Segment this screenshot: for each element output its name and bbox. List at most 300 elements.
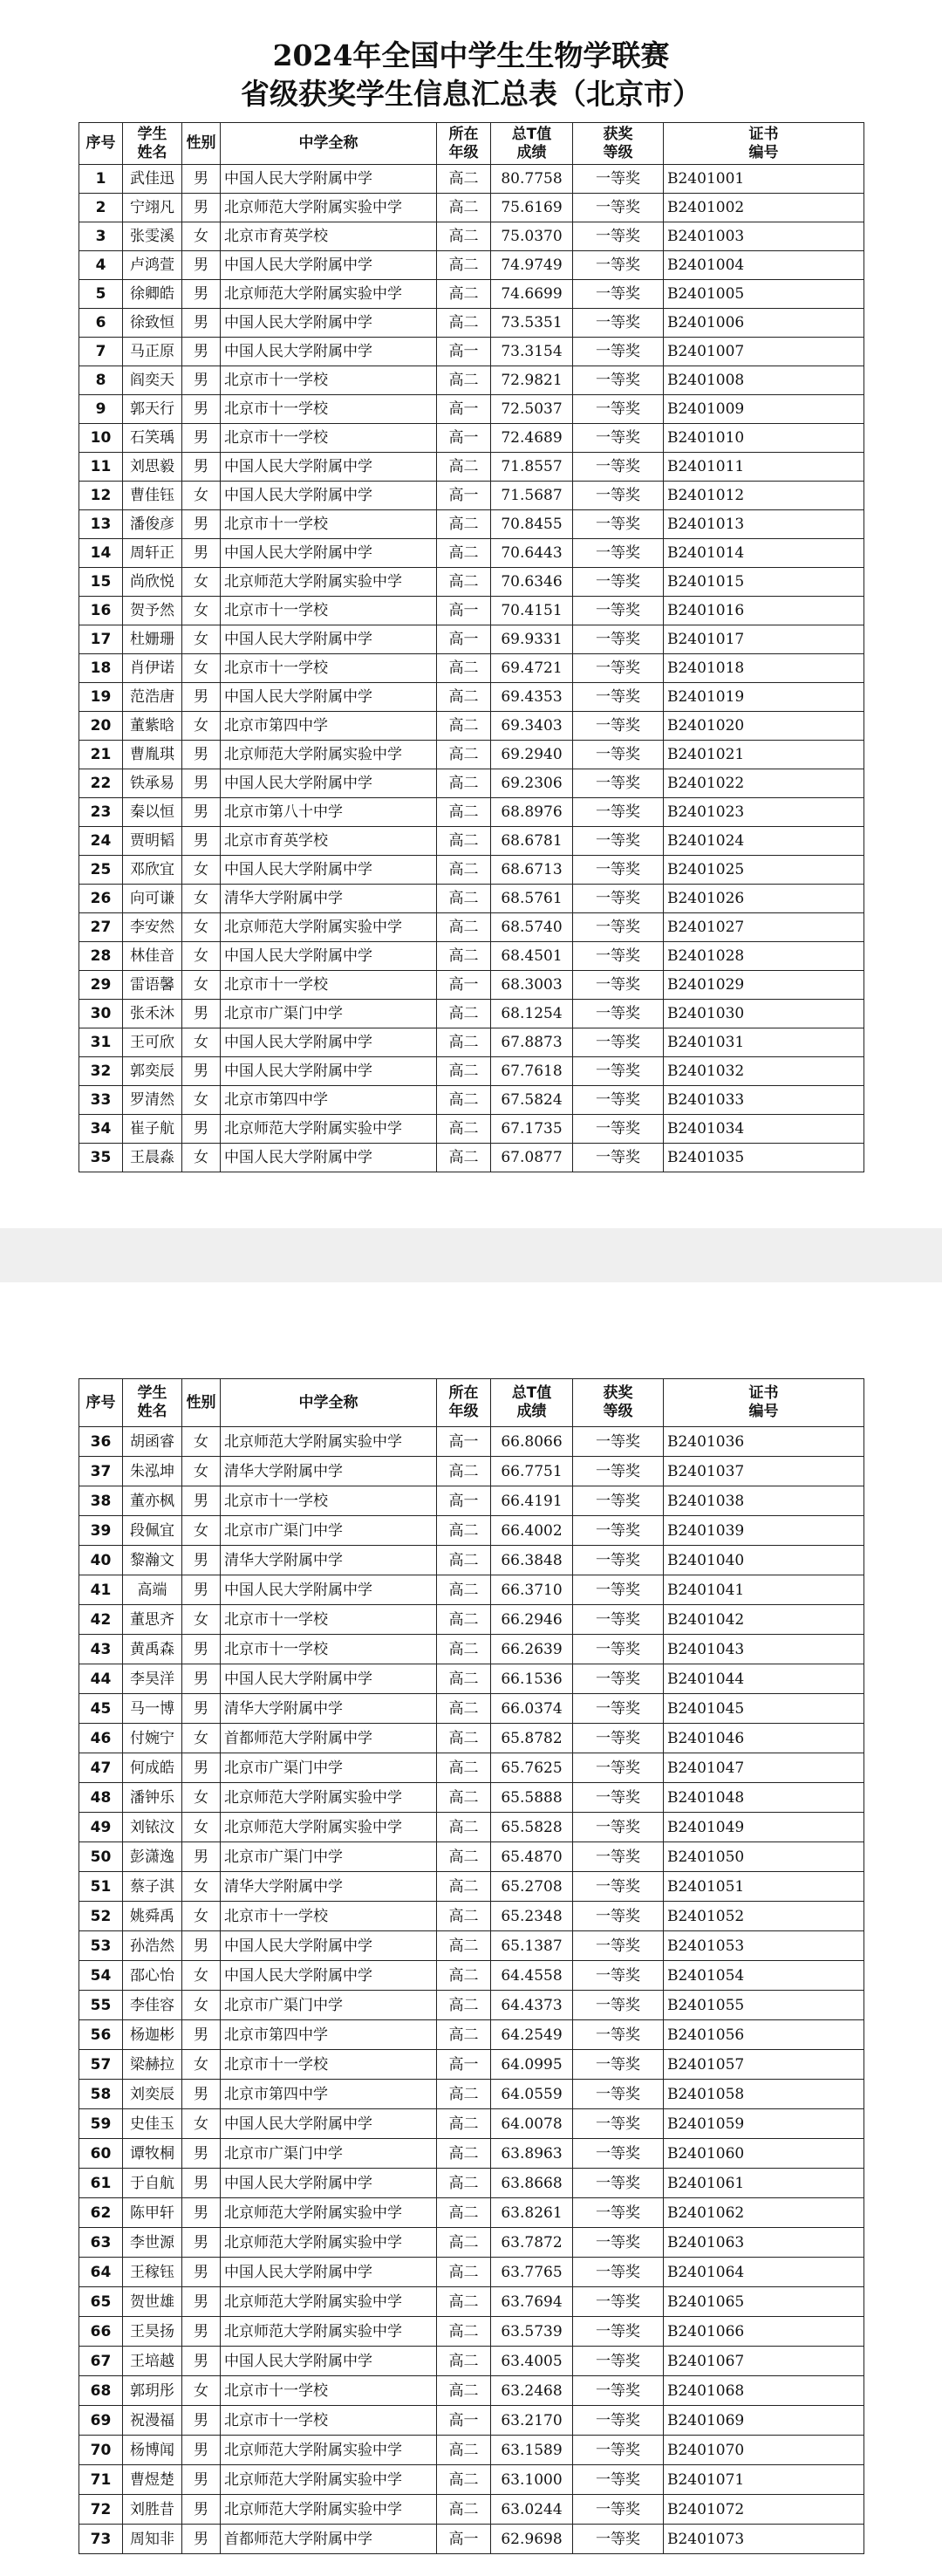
cell-seq: 70 — [79, 2436, 123, 2465]
cell-gender: 女 — [182, 1991, 221, 2020]
table-row — [79, 1516, 864, 1546]
cell-grade: 高一 — [437, 2406, 491, 2436]
cell-seq: 66 — [79, 2317, 123, 2347]
cell-award: 一等奖 — [573, 856, 664, 885]
cell-grade: 高二 — [437, 2317, 491, 2347]
table-row — [79, 769, 864, 798]
cell-seq: 24 — [79, 827, 123, 856]
table-row — [79, 1842, 864, 1872]
cell-cert: B2401058 — [664, 2080, 864, 2109]
cell-grade: 高二 — [437, 2198, 491, 2228]
cell-score: 71.8557 — [491, 453, 573, 482]
cell-name: 姚舜禹 — [123, 1902, 182, 1931]
cell-school: 北京市第四中学 — [221, 712, 437, 741]
table-body-page-2 — [79, 1427, 864, 2554]
cell-seq: 27 — [79, 913, 123, 942]
cell-award: 一等奖 — [573, 2287, 664, 2317]
cell-grade: 高二 — [437, 1516, 491, 1546]
cell-gender: 女 — [182, 1086, 221, 1115]
cell-cert: B2401032 — [664, 1057, 864, 1086]
cell-award: 一等奖 — [573, 2317, 664, 2347]
cell-grade: 高二 — [437, 1931, 491, 1961]
cell-score: 66.3710 — [491, 1575, 573, 1605]
cell-school: 北京市第八十中学 — [221, 798, 437, 827]
cell-cert: B2401073 — [664, 2525, 864, 2554]
cell-school: 中国人民大学附属中学 — [221, 625, 437, 654]
cell-grade: 高二 — [437, 913, 491, 942]
cell-name: 董思齐 — [123, 1605, 182, 1635]
table-row — [79, 568, 864, 597]
cell-gender: 男 — [182, 1635, 221, 1664]
cell-score: 65.4870 — [491, 1842, 573, 1872]
cell-gender: 男 — [182, 769, 221, 798]
cell-seq: 2 — [79, 194, 123, 222]
cell-grade: 高一 — [437, 2050, 491, 2080]
table-row — [79, 2495, 864, 2525]
cell-school: 中国人民大学附属中学 — [221, 942, 437, 971]
cell-cert: B2401068 — [664, 2376, 864, 2406]
cell-grade: 高二 — [437, 1842, 491, 1872]
award-table-page-1 — [78, 122, 864, 1172]
table-row — [79, 1486, 864, 1516]
cell-name: 郭天行 — [123, 395, 182, 424]
cell-cert: B2401019 — [664, 683, 864, 712]
cell-school: 清华大学附属中学 — [221, 1546, 437, 1575]
cell-award: 一等奖 — [573, 2198, 664, 2228]
cell-school: 中国人民大学附属中学 — [221, 251, 437, 280]
cell-cert: B2401036 — [664, 1427, 864, 1457]
cell-name: 彭潇逸 — [123, 1842, 182, 1872]
table-row — [79, 338, 864, 366]
table-row — [79, 1813, 864, 1842]
cell-score: 63.4005 — [491, 2347, 573, 2376]
cell-gender: 男 — [182, 2347, 221, 2376]
cell-name: 蔡子淇 — [123, 1872, 182, 1902]
cell-seq: 56 — [79, 2020, 123, 2050]
cell-name: 周知非 — [123, 2525, 182, 2554]
cell-score: 67.1735 — [491, 1115, 573, 1144]
cell-seq: 38 — [79, 1486, 123, 1516]
cell-score: 65.2348 — [491, 1902, 573, 1931]
cell-school: 清华大学附属中学 — [221, 1872, 437, 1902]
cell-award: 一等奖 — [573, 539, 664, 568]
cell-school: 北京市第四中学 — [221, 2080, 437, 2109]
table-row — [79, 1872, 864, 1902]
cell-award: 一等奖 — [573, 2525, 664, 2554]
cell-score: 63.7872 — [491, 2228, 573, 2258]
cell-award: 一等奖 — [573, 222, 664, 251]
cell-cert: B2401040 — [664, 1546, 864, 1575]
cell-cert: B2401029 — [664, 971, 864, 1000]
cell-score: 66.2946 — [491, 1605, 573, 1635]
cell-cert: B2401070 — [664, 2436, 864, 2465]
cell-gender: 女 — [182, 1872, 221, 1902]
cell-grade: 高二 — [437, 741, 491, 769]
cell-award: 一等奖 — [573, 1486, 664, 1516]
cell-award: 一等奖 — [573, 2020, 664, 2050]
cell-cert: B2401065 — [664, 2287, 864, 2317]
cell-school: 中国人民大学附属中学 — [221, 2169, 437, 2198]
cell-cert: B2401031 — [664, 1028, 864, 1057]
cell-school: 北京市广渠门中学 — [221, 1516, 437, 1546]
cell-seq: 20 — [79, 712, 123, 741]
cell-award: 一等奖 — [573, 2139, 664, 2169]
cell-grade: 高二 — [437, 366, 491, 395]
cell-score: 73.3154 — [491, 338, 573, 366]
cell-award: 一等奖 — [573, 1086, 664, 1115]
cell-grade: 高一 — [437, 1486, 491, 1516]
table-row — [79, 395, 864, 424]
cell-gender: 男 — [182, 2139, 221, 2169]
cell-seq: 29 — [79, 971, 123, 1000]
cell-seq: 52 — [79, 1902, 123, 1931]
cell-gender: 女 — [182, 1028, 221, 1057]
cell-gender: 女 — [182, 625, 221, 654]
cell-school: 北京师范大学附属实验中学 — [221, 568, 437, 597]
cell-cert: B2401041 — [664, 1575, 864, 1605]
cell-score: 63.1000 — [491, 2465, 573, 2495]
cell-seq: 50 — [79, 1842, 123, 1872]
document-title-line1: 2024年全国中学生生物学联赛 — [272, 38, 670, 72]
cell-award: 一等奖 — [573, 654, 664, 683]
cell-school: 中国人民大学附属中学 — [221, 769, 437, 798]
cell-gender: 男 — [182, 2080, 221, 2109]
table-row — [79, 1575, 864, 1605]
cell-award: 一等奖 — [573, 2050, 664, 2080]
header-seq: 序号 — [79, 1379, 123, 1427]
cell-gender: 男 — [182, 2228, 221, 2258]
cell-seq: 34 — [79, 1115, 123, 1144]
cell-grade: 高二 — [437, 2080, 491, 2109]
cell-grade: 高二 — [437, 194, 491, 222]
cell-school: 中国人民大学附属中学 — [221, 683, 437, 712]
cell-seq: 5 — [79, 280, 123, 309]
cell-score: 62.9698 — [491, 2525, 573, 2554]
cell-award: 一等奖 — [573, 1694, 664, 1724]
cell-name: 杜姗珊 — [123, 625, 182, 654]
cell-gender: 女 — [182, 1724, 221, 1753]
table-row — [79, 539, 864, 568]
cell-name: 董亦枫 — [123, 1486, 182, 1516]
table-body-page-1 — [79, 165, 864, 1172]
table-row — [79, 2406, 864, 2436]
cell-name: 刘奕辰 — [123, 2080, 182, 2109]
cell-seq: 7 — [79, 338, 123, 366]
cell-name: 邵心怡 — [123, 1961, 182, 1991]
cell-cert: B2401002 — [664, 194, 864, 222]
cell-award: 一等奖 — [573, 683, 664, 712]
cell-seq: 8 — [79, 366, 123, 395]
cell-seq: 37 — [79, 1457, 123, 1486]
table-row — [79, 2317, 864, 2347]
cell-gender: 男 — [182, 194, 221, 222]
cell-name: 周轩正 — [123, 539, 182, 568]
cell-school: 中国人民大学附属中学 — [221, 539, 437, 568]
cell-name: 张雯溪 — [123, 222, 182, 251]
cell-seq: 64 — [79, 2258, 123, 2287]
cell-score: 63.7694 — [491, 2287, 573, 2317]
cell-school: 中国人民大学附属中学 — [221, 338, 437, 366]
cell-gender: 男 — [182, 280, 221, 309]
header-gender: 性别 — [182, 123, 221, 165]
cell-award: 一等奖 — [573, 482, 664, 510]
cell-school: 中国人民大学附属中学 — [221, 856, 437, 885]
cell-grade: 高一 — [437, 482, 491, 510]
cell-award: 一等奖 — [573, 798, 664, 827]
cell-school: 中国人民大学附属中学 — [221, 2258, 437, 2287]
cell-cert: B2401061 — [664, 2169, 864, 2198]
cell-gender: 男 — [182, 2406, 221, 2436]
cell-score: 63.5739 — [491, 2317, 573, 2347]
cell-name: 阎奕天 — [123, 366, 182, 395]
cell-school: 北京市十一学校 — [221, 2376, 437, 2406]
cell-name: 黄禹森 — [123, 1635, 182, 1664]
cell-cert: B2401010 — [664, 424, 864, 453]
cell-award: 一等奖 — [573, 2109, 664, 2139]
table-row — [79, 2080, 864, 2109]
table-row — [79, 309, 864, 338]
cell-grade: 高二 — [437, 1144, 491, 1172]
cell-gender: 男 — [182, 1546, 221, 1575]
cell-score: 67.0877 — [491, 1144, 573, 1172]
cell-seq: 47 — [79, 1753, 123, 1783]
cell-award: 一等奖 — [573, 1783, 664, 1813]
cell-grade: 高二 — [437, 2109, 491, 2139]
cell-award: 一等奖 — [573, 1753, 664, 1783]
cell-gender: 男 — [182, 1115, 221, 1144]
cell-award: 一等奖 — [573, 712, 664, 741]
table-row — [79, 424, 864, 453]
cell-award: 一等奖 — [573, 1575, 664, 1605]
cell-cert: B2401063 — [664, 2228, 864, 2258]
cell-award: 一等奖 — [573, 194, 664, 222]
cell-name: 潘俊彦 — [123, 510, 182, 539]
cell-name: 杨博闻 — [123, 2436, 182, 2465]
cell-score: 75.6169 — [491, 194, 573, 222]
header-grade: 所在 年级 — [437, 1379, 491, 1427]
cell-name: 刘铱汶 — [123, 1813, 182, 1842]
cell-grade: 高一 — [437, 2525, 491, 2554]
cell-grade: 高一 — [437, 625, 491, 654]
cell-gender: 男 — [182, 424, 221, 453]
cell-school: 北京市十一学校 — [221, 2406, 437, 2436]
cell-score: 69.3403 — [491, 712, 573, 741]
cell-award: 一等奖 — [573, 510, 664, 539]
header-seq: 序号 — [79, 123, 123, 165]
table-row — [79, 1086, 864, 1115]
cell-score: 68.3003 — [491, 971, 573, 1000]
table-row — [79, 251, 864, 280]
cell-name: 王晨淼 — [123, 1144, 182, 1172]
table-row — [79, 885, 864, 913]
cell-seq: 41 — [79, 1575, 123, 1605]
cell-seq: 71 — [79, 2465, 123, 2495]
cell-grade: 高二 — [437, 1546, 491, 1575]
cell-award: 一等奖 — [573, 2465, 664, 2495]
cell-seq: 44 — [79, 1664, 123, 1694]
cell-cert: B2401045 — [664, 1694, 864, 1724]
cell-score: 70.6346 — [491, 568, 573, 597]
cell-cert: B2401024 — [664, 827, 864, 856]
cell-name: 潘钟乐 — [123, 1783, 182, 1813]
cell-school: 北京市十一学校 — [221, 654, 437, 683]
cell-school: 北京市十一学校 — [221, 971, 437, 1000]
cell-gender: 男 — [182, 338, 221, 366]
cell-award: 一等奖 — [573, 1546, 664, 1575]
cell-name: 马正原 — [123, 338, 182, 366]
cell-grade: 高一 — [437, 424, 491, 453]
cell-gender: 男 — [182, 1057, 221, 1086]
cell-name: 曹胤琪 — [123, 741, 182, 769]
cell-score: 69.4353 — [491, 683, 573, 712]
cell-score: 63.1589 — [491, 2436, 573, 2465]
table-row — [79, 1724, 864, 1753]
cell-name: 尚欣悦 — [123, 568, 182, 597]
cell-score: 66.4002 — [491, 1516, 573, 1546]
cell-cert: B2401027 — [664, 913, 864, 942]
cell-award: 一等奖 — [573, 366, 664, 395]
cell-grade: 高二 — [437, 568, 491, 597]
cell-score: 74.9749 — [491, 251, 573, 280]
cell-score: 70.6443 — [491, 539, 573, 568]
cell-name: 祝漫福 — [123, 2406, 182, 2436]
cell-award: 一等奖 — [573, 1902, 664, 1931]
cell-award: 一等奖 — [573, 625, 664, 654]
cell-cert: B2401069 — [664, 2406, 864, 2436]
cell-gender: 男 — [182, 2020, 221, 2050]
cell-school: 北京市广渠门中学 — [221, 1991, 437, 2020]
cell-seq: 10 — [79, 424, 123, 453]
table-row — [79, 1605, 864, 1635]
cell-cert: B2401039 — [664, 1516, 864, 1546]
cell-name: 李佳容 — [123, 1991, 182, 2020]
cell-gender: 女 — [182, 1144, 221, 1172]
table-row — [79, 856, 864, 885]
cell-cert: B2401006 — [664, 309, 864, 338]
cell-gender: 男 — [182, 395, 221, 424]
table-row — [79, 798, 864, 827]
header-name: 学生 姓名 — [123, 1379, 182, 1427]
cell-award: 一等奖 — [573, 1635, 664, 1664]
cell-name: 杨迦彬 — [123, 2020, 182, 2050]
cell-seq: 4 — [79, 251, 123, 280]
cell-grade: 高一 — [437, 971, 491, 1000]
cell-grade: 高二 — [437, 453, 491, 482]
cell-gender: 男 — [182, 2169, 221, 2198]
table-row — [79, 1144, 864, 1172]
table-row — [79, 971, 864, 1000]
cell-cert: B2401049 — [664, 1813, 864, 1842]
table-row — [79, 366, 864, 395]
cell-score: 68.5761 — [491, 885, 573, 913]
cell-score: 73.5351 — [491, 309, 573, 338]
cell-score: 72.9821 — [491, 366, 573, 395]
cell-award: 一等奖 — [573, 1664, 664, 1694]
cell-grade: 高二 — [437, 654, 491, 683]
cell-seq: 61 — [79, 2169, 123, 2198]
cell-name: 刘思毅 — [123, 453, 182, 482]
cell-score: 63.0244 — [491, 2495, 573, 2525]
cell-cert: B2401035 — [664, 1144, 864, 1172]
cell-cert: B2401004 — [664, 251, 864, 280]
cell-school: 北京市十一学校 — [221, 395, 437, 424]
cell-score: 67.7618 — [491, 1057, 573, 1086]
table-row — [79, 1028, 864, 1057]
cell-name: 范浩唐 — [123, 683, 182, 712]
cell-cert: B2401072 — [664, 2495, 864, 2525]
cell-name: 段佩宜 — [123, 1516, 182, 1546]
cell-grade: 高二 — [437, 2287, 491, 2317]
cell-name: 李世源 — [123, 2228, 182, 2258]
cell-school: 中国人民大学附属中学 — [221, 165, 437, 194]
header-award: 获奖 等级 — [573, 1379, 664, 1427]
cell-seq: 58 — [79, 2080, 123, 2109]
cell-cert: B2401037 — [664, 1457, 864, 1486]
cell-award: 一等奖 — [573, 1457, 664, 1486]
cell-gender: 男 — [182, 251, 221, 280]
cell-score: 65.5888 — [491, 1783, 573, 1813]
cell-gender: 女 — [182, 2376, 221, 2406]
cell-seq: 51 — [79, 1872, 123, 1902]
table-row — [79, 1635, 864, 1664]
cell-cert: B2401052 — [664, 1902, 864, 1931]
cell-name: 郭玥彤 — [123, 2376, 182, 2406]
cell-grade: 高二 — [437, 1635, 491, 1664]
cell-school: 北京市广渠门中学 — [221, 2139, 437, 2169]
cell-school: 北京师范大学附属实验中学 — [221, 741, 437, 769]
document-page-1 — [0, 0, 942, 1228]
cell-cert: B2401067 — [664, 2347, 864, 2376]
cell-grade: 高二 — [437, 2139, 491, 2169]
cell-name: 曹煜楚 — [123, 2465, 182, 2495]
cell-gender: 女 — [182, 913, 221, 942]
cell-school: 北京市第四中学 — [221, 1086, 437, 1115]
cell-score: 64.4558 — [491, 1961, 573, 1991]
cell-grade: 高二 — [437, 1961, 491, 1991]
cell-award: 一等奖 — [573, 1516, 664, 1546]
cell-gender: 男 — [182, 2495, 221, 2525]
cell-name: 肖伊诺 — [123, 654, 182, 683]
table-row — [79, 2198, 864, 2228]
table-row — [79, 453, 864, 482]
table-row — [79, 2436, 864, 2465]
table-row — [79, 712, 864, 741]
cell-seq: 45 — [79, 1694, 123, 1724]
cell-name: 卢鸿萱 — [123, 251, 182, 280]
cell-school: 中国人民大学附属中学 — [221, 482, 437, 510]
cell-gender: 男 — [182, 1664, 221, 1694]
cell-name: 王可欣 — [123, 1028, 182, 1057]
cell-award: 一等奖 — [573, 568, 664, 597]
table-row — [79, 1427, 864, 1457]
cell-gender: 男 — [182, 2317, 221, 2347]
cell-score: 66.3848 — [491, 1546, 573, 1575]
cell-seq: 49 — [79, 1813, 123, 1842]
cell-school: 中国人民大学附属中学 — [221, 1575, 437, 1605]
cell-score: 74.6699 — [491, 280, 573, 309]
cell-score: 64.0078 — [491, 2109, 573, 2139]
cell-cert: B2401057 — [664, 2050, 864, 2080]
cell-grade: 高二 — [437, 1753, 491, 1783]
cell-gender: 男 — [182, 1575, 221, 1605]
cell-gender: 女 — [182, 2109, 221, 2139]
cell-school: 北京市广渠门中学 — [221, 1842, 437, 1872]
cell-score: 64.0995 — [491, 2050, 573, 2080]
cell-name: 王昊扬 — [123, 2317, 182, 2347]
cell-score: 66.0374 — [491, 1694, 573, 1724]
cell-cert: B2401060 — [664, 2139, 864, 2169]
cell-award: 一等奖 — [573, 942, 664, 971]
